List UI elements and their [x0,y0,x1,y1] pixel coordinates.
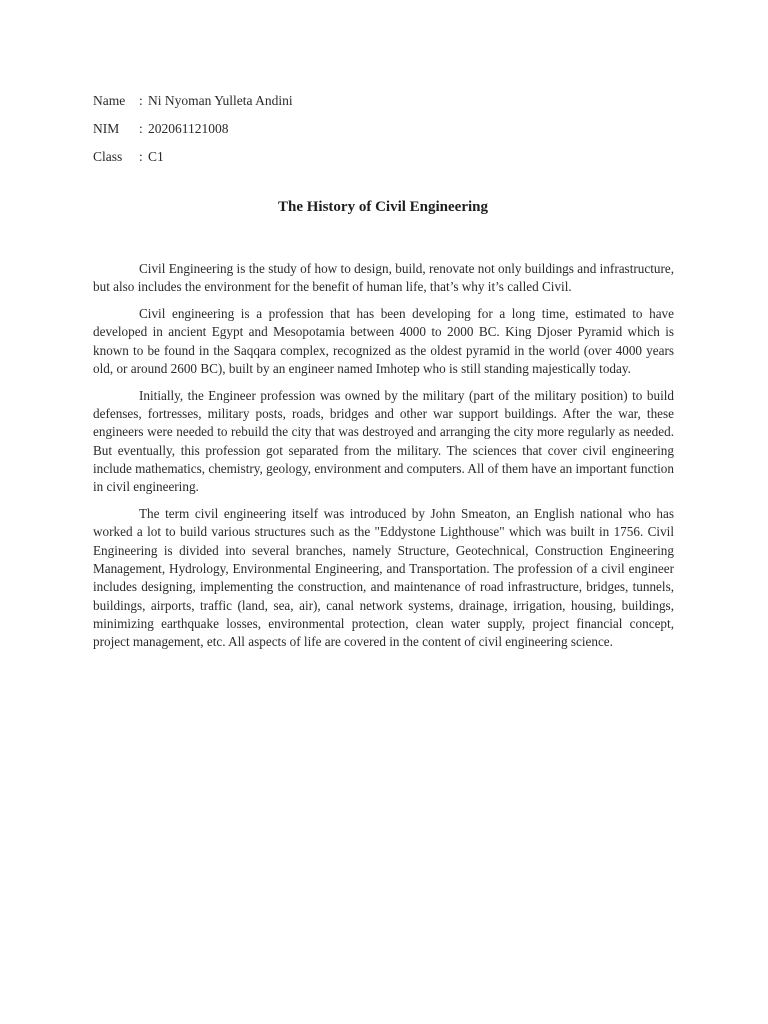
document-title: The History of Civil Engineering [278,199,488,215]
nim-row [93,115,293,143]
class-separator: : [139,149,143,164]
paragraph-2: Civil engineering is a profession that has been developing for a long time, estimated to have developed in ancient Egypt and Mesopotamia between 4000 to 2000 BC. King Djoser Pyramid which is known to be found in the Saqqara complex, recognized as the oldest pyramid in the world (over 4000 years old, or around 2600 BC), built by an engineer named Imhotep who is still standing majestically today. [93,306,674,376]
nim-separator: : [139,121,143,136]
name-label: Name [93,93,126,108]
class-label: Class [93,149,123,164]
class-row [93,143,293,171]
class-value: C1 [148,149,164,164]
student-info [93,87,293,171]
name-separator: : [139,93,143,108]
nim-label: NIM [93,121,120,136]
name-row [93,87,293,115]
document-body [93,260,674,660]
paragraph-3: Initially, the Engineer profession was owned by the military (part of the military position) to build defenses, fortresses, military posts, roads, bridges and other war support buildings. After the war, these engineers were needed to rebuild the city that was destroyed and arranging the city more regularly as needed. But eventually, this profession got separated from the military. The sciences that cover civil engineering include mathematics, chemistry, geology, environment and computers. All of them have an important function in civil engineering. [93,387,674,495]
paragraph-4: The term civil engineering itself was introduced by John Smeaton, an English national who has worked a lot to build various structures such as the "Eddystone Lighthouse" which was built in 1756. Civil Engineering is divided into several branches, namely Structure, Geotechnical, Construction Engineering Management, Hydrology, Environmental Engineering, and Transportation. The profession of a civil engineer includes designing, implementing the construction, and maintenance of road infrastructure, bridges, tunnels, buildings, airports, traffic (land, sea, air), canal network systems, drainage, irrigation, housing, buildings, minimizing earthquake losses, environmental protection, clean water supply, project financial concept, project management, etc. All aspects of life are covered in the content of civil engineering science. [93,506,674,650]
nim-value: 202061121008 [148,121,229,136]
name-value: Ni Nyoman Yulleta Andini [148,93,293,108]
paragraph-1: Civil Engineering is the study of how to design, build, renovate not only buildings and infrastructure, but also includes the environment for the benefit of human life, that’s why it’s called Civil. [93,261,674,295]
